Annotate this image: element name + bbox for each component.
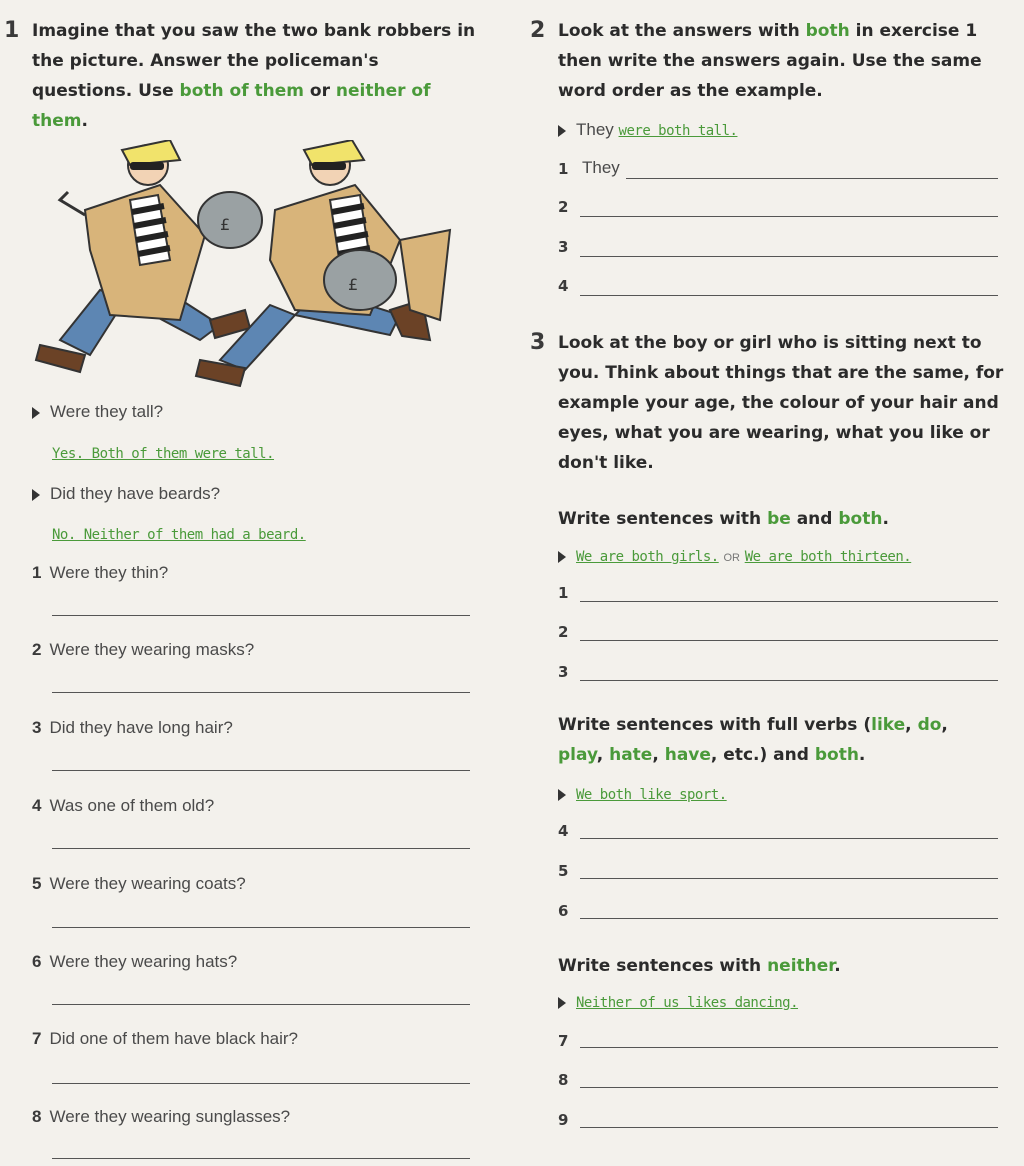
ex3-item-2-number: 2 xyxy=(558,623,569,641)
ex3-example-1: We are both girls. OR We are both thirteen. xyxy=(558,546,911,566)
ex3-item-4-number: 4 xyxy=(558,822,569,840)
question-7: 7 Did one of them have black hair? xyxy=(32,1029,299,1048)
ex2-item-1-prefix: They xyxy=(582,158,620,177)
example-arrow-icon xyxy=(32,489,40,501)
question-2: 2 Were they wearing masks? xyxy=(32,640,255,659)
ex3-answer-line-2[interactable] xyxy=(580,640,998,641)
ex3-answer-line-3[interactable] xyxy=(580,680,998,681)
exercise-2-example: They were both tall. xyxy=(558,120,737,140)
answer-line-6[interactable] xyxy=(52,1004,470,1005)
answer-line-3[interactable] xyxy=(52,770,470,771)
ex3-answer-line-6[interactable] xyxy=(580,918,998,919)
svg-text:£: £ xyxy=(220,215,231,234)
example-arrow-icon xyxy=(558,125,566,137)
example-arrow-icon xyxy=(558,551,566,563)
ex3-example-3: Neither of us likes dancing. xyxy=(558,992,798,1012)
ex3-answer-line-4[interactable] xyxy=(580,838,998,839)
question-4: 4 Was one of them old? xyxy=(32,796,215,815)
ex2-item-3-number: 3 xyxy=(558,238,569,256)
ex3-item-7-number: 7 xyxy=(558,1032,569,1050)
exercise-3-instruction: Look at the boy or girl who is sitting next to you. Think about things that are the same, for example your age, the colour of your hair and eyes, what you are wearing, what you like or don't like. xyxy=(558,333,1004,473)
answer-line-2[interactable] xyxy=(52,692,470,693)
question-6: 6 Were they wearing hats? xyxy=(32,952,238,971)
ex2-item-4-number: 4 xyxy=(558,277,569,295)
ex3-item-5-number: 5 xyxy=(558,862,569,880)
exercise-1-number: 1 xyxy=(4,18,20,43)
exercise-2-number: 2 xyxy=(530,18,546,43)
ex2-answer-line-2[interactable] xyxy=(580,216,998,217)
ex3-section-neither: Write sentences with neither. xyxy=(558,956,841,976)
ex2-item-1-number: 1 xyxy=(558,160,569,178)
ex3-item-6-number: 6 xyxy=(558,902,569,920)
ex2-answer-line-4[interactable] xyxy=(580,295,998,296)
ex3-section-be-both: Write sentences with be and both. xyxy=(558,509,889,529)
example-answer-2: No. Neither of them had a beard. xyxy=(52,527,306,543)
answer-line-4[interactable] xyxy=(52,848,470,849)
example-arrow-icon xyxy=(32,407,40,419)
question-1: 1 Were they thin? xyxy=(32,563,169,582)
question-5: 5 Were they wearing coats? xyxy=(32,874,246,893)
ex3-item-8-number: 8 xyxy=(558,1071,569,1089)
ex3-answer-line-1[interactable] xyxy=(580,601,998,602)
ex3-item-3-number: 3 xyxy=(558,663,569,681)
exercise-1-instruction: Imagine that you saw the two bank robbers in the picture. Answer the policeman's questions. Use both of them or neither of them. xyxy=(32,21,476,131)
exercises-2-3 xyxy=(530,0,1024,1166)
example-answer-1: Yes. Both of them were tall. xyxy=(52,446,275,462)
ex3-example-2: We both like sport. xyxy=(558,784,727,804)
robber-left-icon xyxy=(36,140,262,372)
exercise-3-number: 3 xyxy=(530,330,546,355)
svg-text:£: £ xyxy=(348,275,359,294)
question-8: 8 Were they wearing sunglasses? xyxy=(32,1107,291,1126)
ex3-answer-line-5[interactable] xyxy=(580,878,998,879)
ex3-item-9-number: 9 xyxy=(558,1111,569,1129)
answer-line-8[interactable] xyxy=(52,1158,470,1159)
ex3-answer-line-8[interactable] xyxy=(580,1087,998,1088)
example-arrow-icon xyxy=(558,997,566,1009)
answer-line-5[interactable] xyxy=(52,927,470,928)
ex3-answer-line-7[interactable] xyxy=(580,1047,998,1048)
ex2-answer-line-1[interactable] xyxy=(626,178,998,179)
example-question-1: Were they tall? xyxy=(32,402,163,422)
ex3-item-1-number: 1 xyxy=(558,584,569,602)
robber-right-icon xyxy=(196,140,450,386)
answer-line-7[interactable] xyxy=(52,1083,470,1084)
example-question-2: Did they have beards? xyxy=(32,484,220,504)
example-arrow-icon xyxy=(558,789,566,801)
ex3-section-full-verbs: Write sentences with full verbs (like, do, play, hate, have, etc.) and both. xyxy=(558,715,948,765)
ex3-answer-line-9[interactable] xyxy=(580,1127,998,1128)
two-bank-robbers-illustration xyxy=(30,140,470,390)
answer-line-1[interactable] xyxy=(52,615,470,616)
ex2-answer-line-3[interactable] xyxy=(580,256,998,257)
ex2-item-2-number: 2 xyxy=(558,198,569,216)
question-3: 3 Did they have long hair? xyxy=(32,718,233,737)
exercise-2-instruction: Look at the answers with both in exercise 1 then write the answers again. Use the same word order as the example. xyxy=(558,21,982,101)
